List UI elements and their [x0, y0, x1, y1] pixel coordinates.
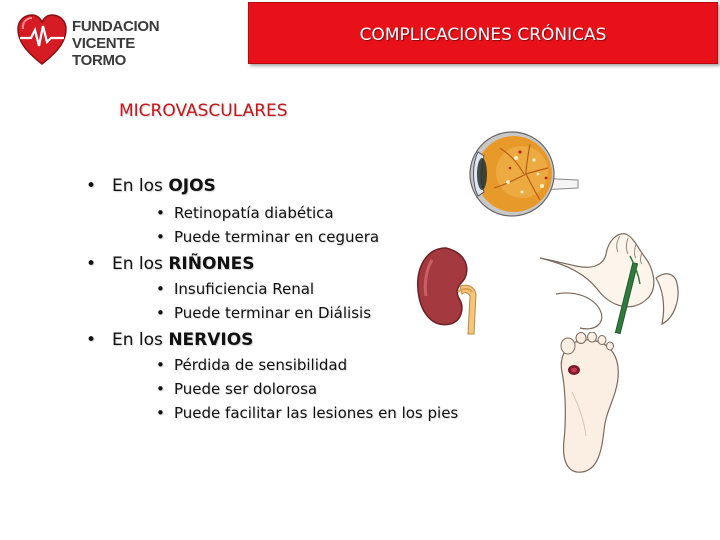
- list-item: [156, 404, 458, 422]
- section-prefix: En los: [112, 254, 169, 274]
- list-item-text: Insuficiencia Renal: [174, 280, 315, 298]
- list-item-text: Puede terminar en ceguera: [174, 228, 380, 246]
- bullet-icon: •: [156, 228, 165, 246]
- list-item: [156, 304, 371, 322]
- bullet-icon: •: [156, 280, 165, 298]
- section-emphasis: RIÑONES: [168, 254, 255, 274]
- bullet-icon: •: [156, 404, 165, 422]
- list-item-text: Puede facilitar las lesiones en los pies: [174, 404, 459, 422]
- list-item: [156, 228, 379, 246]
- title-banner: [248, 2, 718, 64]
- heart-logo-icon: [16, 12, 68, 68]
- list-item: [156, 280, 314, 298]
- section-rinones: [86, 254, 255, 274]
- section-nervios: [86, 330, 253, 350]
- bullet-icon: •: [86, 176, 97, 196]
- foot-monofilament-illustration: [536, 228, 686, 340]
- bullet-icon: •: [156, 356, 165, 374]
- list-item-text: Pérdida de sensibilidad: [174, 356, 348, 374]
- list-item: [156, 204, 334, 222]
- bullet-icon: •: [86, 254, 97, 274]
- foot-sole-ulcer-illustration: [548, 332, 628, 478]
- list-item-text: Puede ser dolorosa: [174, 380, 318, 398]
- foundation-logo: [16, 12, 186, 68]
- section-ojos: [86, 176, 216, 196]
- section-prefix: En los: [112, 176, 169, 196]
- section-emphasis: NERVIOS: [168, 330, 254, 350]
- list-item-text: Puede terminar en Diálisis: [174, 304, 372, 322]
- bullet-icon: •: [156, 380, 165, 398]
- list-item-text: Retinopatía diabética: [174, 204, 334, 222]
- logo-line-2: VICENTE TORMO: [72, 35, 135, 69]
- slide-subtitle: MICROVASCULARES: [119, 101, 288, 121]
- list-item: [156, 380, 317, 398]
- logo-text: [72, 18, 186, 69]
- section-emphasis: OJOS: [168, 176, 216, 196]
- logo-line-1: FUNDACION: [72, 18, 160, 35]
- slide-title: COMPLICACIONES CRÓNICAS: [359, 25, 607, 45]
- bullet-icon: •: [156, 304, 165, 322]
- kidney-illustration: [412, 244, 496, 344]
- bullet-icon: •: [156, 204, 165, 222]
- list-item: [156, 356, 347, 374]
- section-prefix: En los: [112, 330, 169, 350]
- bullet-icon: •: [86, 330, 97, 350]
- eye-illustration: [460, 128, 580, 220]
